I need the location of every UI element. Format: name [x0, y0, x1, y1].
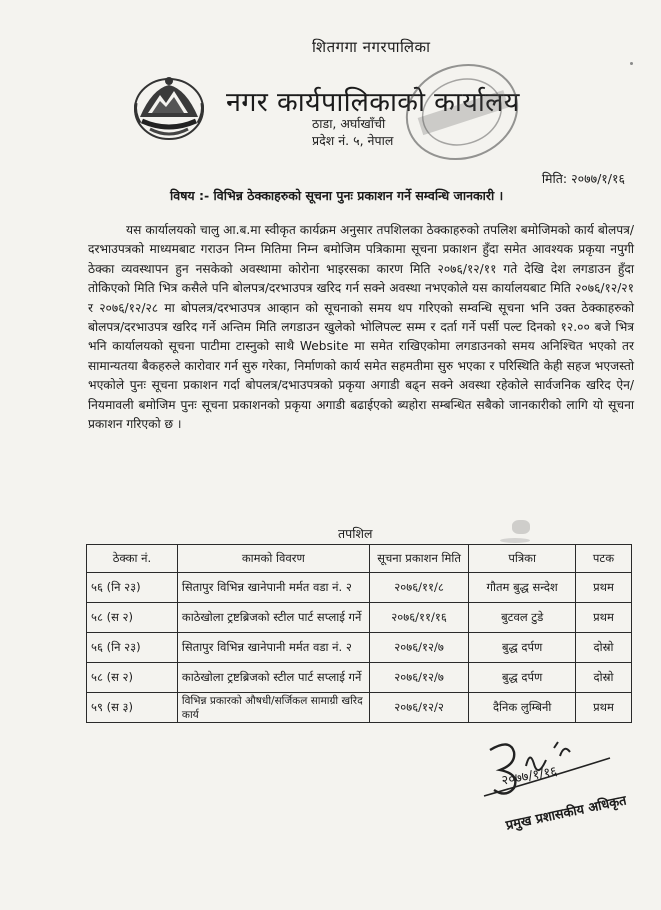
scan-speck	[630, 62, 633, 65]
table-row	[87, 573, 632, 603]
cell-work-description: सितापुर विभिन्न खानेपानी मर्मत वडा नं. २	[177, 573, 369, 603]
cell-contract-no: ५८ (स २)	[87, 603, 178, 633]
header-times: पटक	[575, 545, 631, 573]
cell-newspaper: गौतम बुद्ध सन्देश	[469, 573, 576, 603]
table-row	[87, 663, 632, 693]
scan-speck	[512, 520, 530, 534]
header-newspaper: पत्रिका	[469, 545, 576, 573]
cell-times: दोस्रो	[575, 633, 631, 663]
table-row	[87, 633, 632, 663]
cell-newspaper: बुटवल टुडे	[469, 603, 576, 633]
cell-contract-no: ५६ (नि २३)	[87, 633, 178, 663]
cell-times: दोस्रो	[575, 663, 631, 693]
cell-publish-date: २०७६/१२/७	[369, 633, 469, 663]
cell-work-description: काठेखोला ट्रष्टब्रिजको स्टील पार्ट सप्लाई गर्ने	[177, 663, 369, 693]
header-publish-date: सूचना प्रकाशन मिति	[369, 545, 469, 573]
office-address: ठाडा, अर्घाखाँची	[312, 116, 386, 131]
signatory-title: प्रमुख प्रशासकीय अधिकृत	[504, 793, 628, 834]
cell-times: प्रथम	[575, 603, 631, 633]
cell-newspaper: दैनिक लुम्बिनी	[469, 693, 576, 723]
official-stamp-icon	[400, 60, 530, 170]
office-title: नगर कार्यपालिकाको कार्यालय	[226, 87, 520, 118]
nepal-emblem-icon	[132, 73, 206, 141]
letter-body: यस कार्यालयको चालु आ.ब.मा स्वीकृत कार्यक्रम अनुसार तपशिलका ठेक्काहरुको तपलिश बमोजिमको कार्य बोलपत्र/दरभाउपत्रको माध्यमबाट गराउन निम्न मितिमा निम्न बमोजिम पत्रिकामा सूचना प्रकाशन हुँदा समेत आवश्यक प्रकृया नपुगी ठेक्का व्यवस्थापन हुन नसकेको अवस्थामा कोरोना भाइरसका कारण मिति २०७६/१२/११ गते देखि देश लगडाउन हुँदा तोकिएको मिति भित्र कसैले पनि बोलपत्र/दरभाउपत्र खरिद गर्न सक्ने अवस्था नभएकोले यस कार्यालयबाट मिति २०७६/१२/२१ र २०७६/१२/२८ मा बोपलत्र/दरभाउपत्र आव्हान को सूचनाको समय थप गरिएको सम्वन्धि सूचना भनि उक्त ठेक्काहरुको बोलपत्र/दरभाउपत्र खरिद गर्ने अन्तिम मिति लगडाउन खुलेको भोलिपल्ट सम्म र दर्ता गर्ने पर्सी पल्ट दिनको १२.०० बजे भित्र भनि कार्यालयको सूचना पाटीमा टास्नुको साथै Website मा समेत राखिएकोमा लगडाउनको समय अनिश्चित भएको तर सामान्यतया बैकहरुले कारोवार गर्न सुरु गरेका, निर्माणको कार्य समेत सहमतीमा सुरु भएका र परिस्थिति केही सहज भएजस्तो भएकोले पुनः सूचना प्रकाशन गर्दा बोपलत्र/दभाउपत्रको प्रकृया अगाडी बढ्न सक्ने अवस्था रहेकोले सार्वजनिक खरिद ऐन/ नियमावली बमोजिम पुनः सूचना प्रकाशनको प्रकृया अगाडी बढाईएको ब्यहोरा सम्बन्धित सबैको जानकारीको लागि यो सूचना प्रकाशन गरिएको छ ।	[88, 223, 634, 432]
table-row	[87, 603, 632, 633]
cell-contract-no: ५९ (स ३)	[87, 693, 178, 723]
cell-publish-date: २०७६/१२/७	[369, 663, 469, 693]
header-work-description: कामको विवरण	[177, 545, 369, 573]
header-contract-no: ठेक्का नं.	[87, 545, 178, 573]
scan-speck	[500, 538, 530, 543]
cell-publish-date: २०७६/१२/२	[369, 693, 469, 723]
municipality-name: शितगगा नगरपालिका	[312, 38, 431, 56]
cell-publish-date: २०७६/११/१६	[369, 603, 469, 633]
table-header-row	[87, 545, 632, 573]
cell-contract-no: ५८ (स २)	[87, 663, 178, 693]
letter-subject: विषय :- विभिन्न ठेक्काहरुको सूचना पुनः प्रकाशन गर्ने सम्वन्धि जानकारी ।	[170, 188, 504, 203]
cell-times: प्रथम	[575, 573, 631, 603]
cell-newspaper: बुद्ध दर्पण	[469, 633, 576, 663]
cell-times: प्रथम	[575, 693, 631, 723]
cell-work-description: सितापुर विभिन्न खानेपानी मर्मत वडा नं. २	[177, 633, 369, 663]
office-province: प्रदेश नं. ५, नेपाल	[312, 133, 394, 148]
cell-work-description: विभिन्न प्रकारको औषधी/सर्जिकल सामाग्री खरिद कार्य	[177, 693, 369, 723]
cell-publish-date: २०७६/११/८	[369, 573, 469, 603]
table-caption: तपशिल	[338, 526, 373, 541]
letter-date: मिति: २०७७/१/१६	[541, 171, 625, 186]
cell-contract-no: ५६ (नि २३)	[87, 573, 178, 603]
table-row	[87, 693, 632, 723]
signature-date: २०७७/१/१६	[500, 764, 559, 789]
cell-newspaper: बुद्ध दर्पण	[469, 663, 576, 693]
tender-table	[86, 544, 632, 723]
cell-work-description: काठेखोला ट्रष्टब्रिजको स्टील पार्ट सप्लाई गर्ने	[177, 603, 369, 633]
